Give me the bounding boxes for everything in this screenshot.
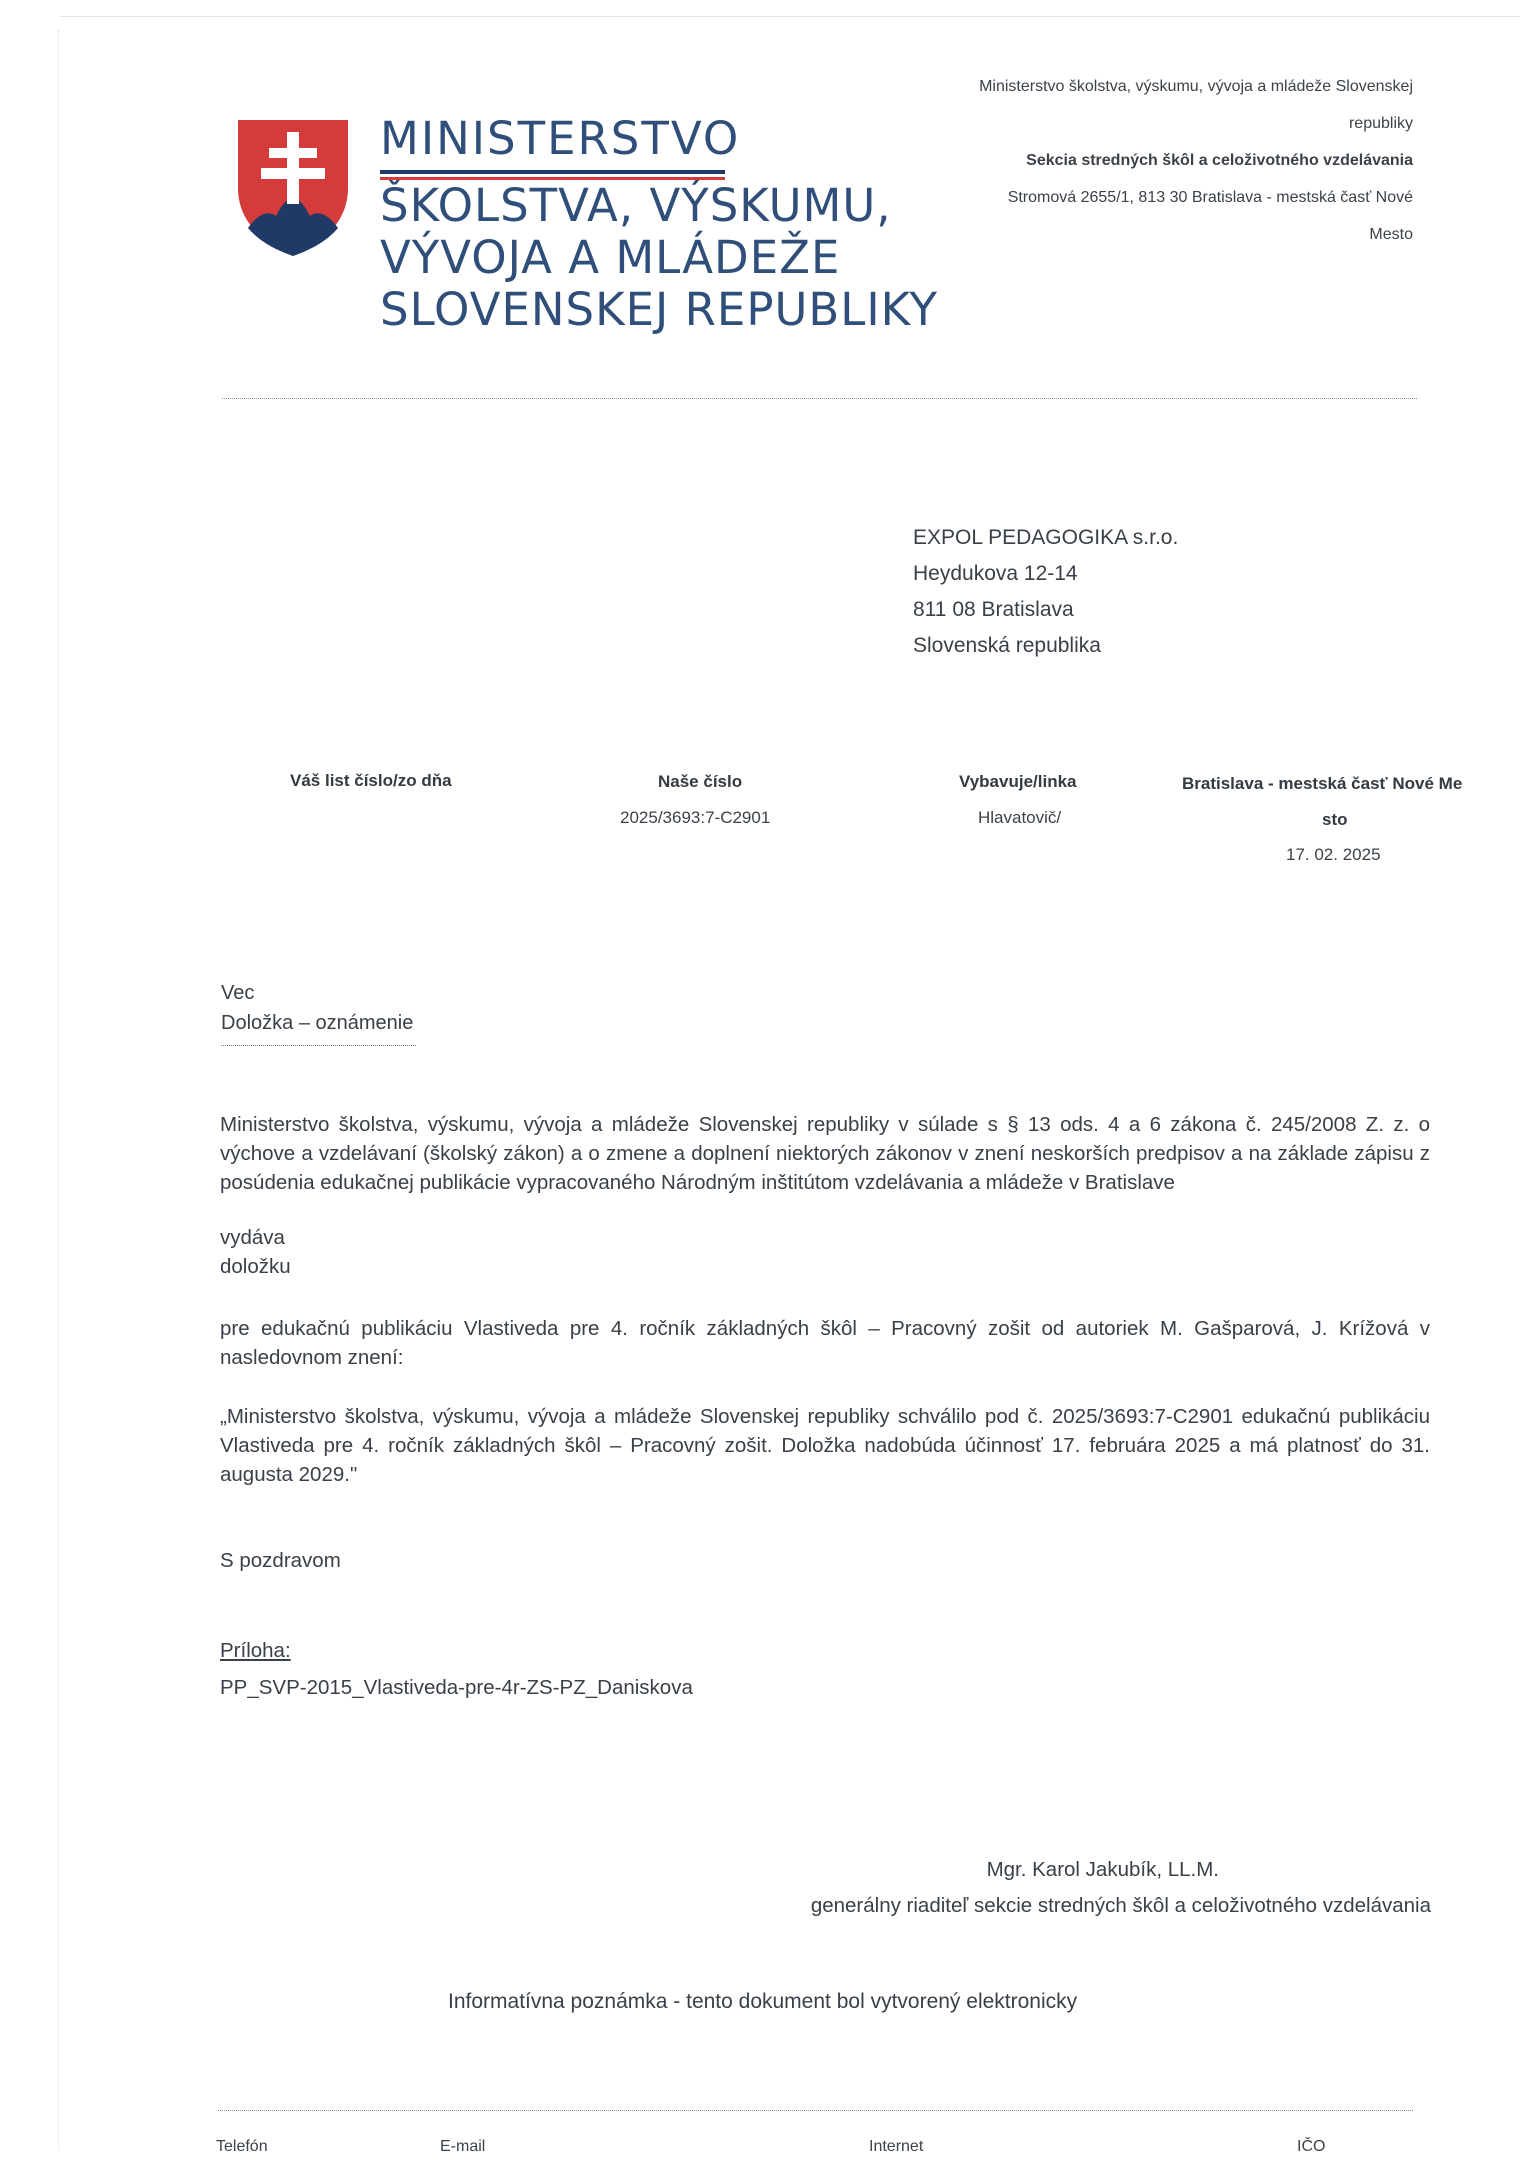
- attachment-label: Príloha:: [220, 1639, 291, 1662]
- logo-rule: [380, 170, 725, 174]
- signatory-name: Mgr. Karol Jakubík, LL.M.: [986, 1858, 1219, 1881]
- handler-label: Vybavuje/linka: [959, 772, 1077, 791]
- subject-text: Doložka – oznámenie: [221, 1012, 414, 1034]
- sender-line-1: Ministerstvo školstva, výskumu, vývoja a mládeže Slovenskej: [979, 78, 1413, 95]
- intro-paragraph: Ministerstvo školstva, výskumu, vývoja a mládeže Slovenskej republiky v súlade s § 13 ods. 4 a 6 zákona č. 245/2008 Z. z. o výchove a vzdelávaní (školský zákon) a o zmene a doplnení niektorých zákonov v znení neskorších predpisov a na základe zápisu z posúdenia edukačnej publikácie vypracovaného Národným inštitútom vzdelávania a mládeže v Bratislave: [220, 1113, 1430, 1194]
- recipient-street: Heydukova 12-14: [913, 562, 1078, 585]
- handler-value: Hlavatovič/: [978, 808, 1062, 827]
- footer-ico: IČO: [1297, 2138, 1326, 2155]
- logo-line-2: ŠKOLSTVA, VÝSKUMU,: [380, 179, 892, 232]
- page-edge-top: [60, 16, 1520, 17]
- our-number-label: Naše číslo: [658, 772, 743, 791]
- signatory-title: generálny riaditeľ sekcie stredných škôl a celoživotného vzdelávania: [810, 1894, 1431, 1917]
- logo-line-1: MINISTERSTVO: [380, 112, 741, 165]
- logo-line-3: VÝVOJA A MLÁDEŽE: [380, 231, 841, 284]
- date-value: 17. 02. 2025: [1286, 845, 1381, 864]
- subject-label: Vec: [221, 982, 255, 1004]
- our-number-value: 2025/3693:7-C2901: [620, 808, 771, 827]
- sender-street: Stromová 2655/1, 813 30 Bratislava - mestská časť Nové: [1007, 189, 1413, 206]
- clause-text: doložku: [220, 1255, 291, 1278]
- greeting: S pozdravom: [220, 1549, 341, 1572]
- footer-divider: [218, 2110, 1413, 2111]
- coat-of-arms-icon: [236, 118, 350, 258]
- recipient-address: [913, 520, 1178, 664]
- issues-text: vydáva: [220, 1226, 285, 1249]
- electronic-note: Informatívna poznámka - tento dokument bol vytvorený elektronicky: [448, 1990, 1078, 2013]
- place-label-continued: sto: [1322, 810, 1348, 829]
- publication-paragraph: pre edukačnú publikáciu Vlastiveda pre 4. ročník základných škôl – Pracovný zošit od autoriek M. Gašparová, J. Krížová v nasledovnom znení:: [220, 1317, 1430, 1369]
- footer-internet: Internet: [869, 2138, 924, 2155]
- footer-phone: Telefón: [216, 2138, 268, 2155]
- sender-section: Sekcia stredných škôl a celoživotného vzdelávania: [1026, 152, 1413, 169]
- logo-line-4: SLOVENSKEJ REPUBLIKY: [380, 283, 939, 336]
- subject-block: [221, 978, 413, 1038]
- header-divider: [222, 398, 1417, 399]
- subject-divider: [221, 1045, 416, 1046]
- sender-line-2: republiky: [1348, 115, 1413, 132]
- sender-address: [853, 68, 1413, 253]
- attachment-file: PP_SVP-2015_Vlastiveda-pre-4r-ZS-PZ_Daniskova: [220, 1676, 693, 1699]
- sender-city: Mesto: [1369, 226, 1413, 243]
- place-label: Bratislava - mestská časť Nové Me: [1182, 774, 1463, 793]
- recipient-company: EXPOL PEDAGOGIKA s.r.o.: [913, 526, 1179, 549]
- recipient-country: Slovenská republika: [913, 634, 1101, 657]
- your-letter-label: Váš list číslo/zo dňa: [290, 771, 452, 790]
- footer-email: E-mail: [440, 2138, 486, 2155]
- recipient-city: 811 08 Bratislava: [913, 598, 1074, 621]
- clause-quote-paragraph: „Ministerstvo školstva, výskumu, vývoja a mládeže Slovenskej republiky schválilo pod č. 2025/3693:7-C2901 edukačnú publikáciu Vlastiveda pre 4. ročník základných škôl – Pracovný zošit. Doložka nadobúda účinnosť 17. februára 2025 a má platnosť do 31. augusta 2029.": [220, 1405, 1430, 1486]
- page-edge-left: [58, 30, 59, 2150]
